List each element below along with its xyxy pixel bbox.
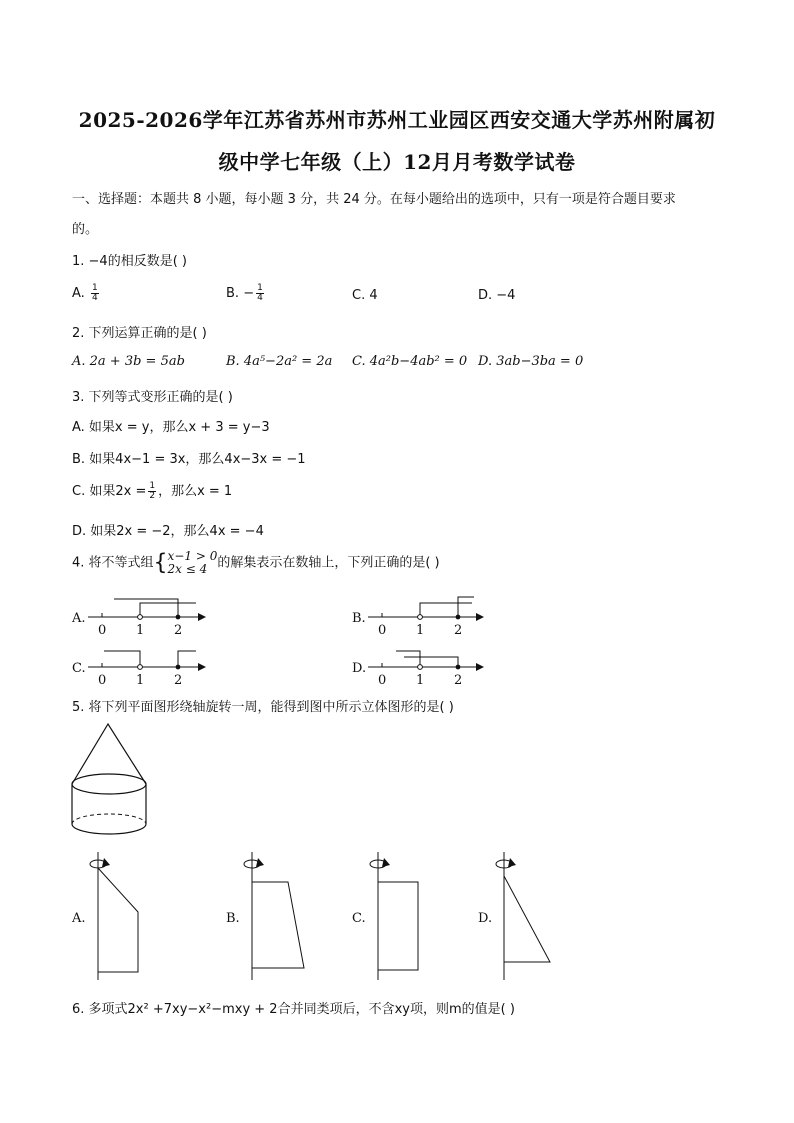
q1-option-d[interactable]: D. −4	[478, 288, 516, 303]
svg-text:0: 0	[98, 623, 107, 638]
svg-text:1: 1	[136, 623, 145, 638]
system-brace: {	[153, 550, 168, 576]
q5-option-a-label: A.	[72, 911, 86, 926]
q3-option-c[interactable]: C. 如果2x = $\frac{1}{2}$ ，那么x = 1	[72, 481, 233, 501]
q1-option-c[interactable]: C. 4	[352, 288, 378, 303]
question-6-stem: 6. 多项式2x² +7xy−x²−mxy + 2合并同类项后，不含xy项，则m的值是( )	[72, 1002, 515, 1017]
q4-option-d-label: D.	[352, 661, 367, 676]
q4-option-b-label: B.	[352, 611, 366, 626]
q2-option-d[interactable]: D. 3ab−3ba = 0	[478, 354, 584, 369]
svg-text:1: 1	[416, 623, 425, 638]
exam-title-line1: 2025-2026学年江苏省苏州市苏州工业园区西安交通大学苏州附属初	[78, 108, 716, 132]
q1-option-a-fraction: $\frac{1}{4}$	[91, 283, 98, 303]
inequality-system: x−1 > 0 2x ≤ 4	[167, 549, 218, 576]
q4-option-d-numberline[interactable]	[352, 651, 484, 688]
q5-option-d-label: D.	[478, 911, 493, 926]
q1-option-a-label: A.	[72, 286, 85, 301]
exam-title-line2: 级中学七年级（上）12月月考数学试卷	[218, 150, 576, 174]
q4-option-c-numberline[interactable]	[72, 651, 206, 688]
q1-option-a[interactable]	[72, 284, 101, 303]
svg-text:1: 1	[136, 673, 145, 688]
q3-option-b[interactable]: B. 如果4x−1 = 3x，那么4x−3x = −1	[72, 452, 306, 467]
question-2-stem: 2. 下列运算正确的是( )	[72, 326, 207, 341]
q5-option-b-shape[interactable]	[226, 852, 304, 980]
q5-option-c-shape[interactable]	[352, 852, 418, 980]
q2-option-a[interactable]: A. 2a + 3b = 5ab	[72, 354, 185, 369]
q5-option-d-shape[interactable]	[478, 852, 550, 980]
q2-option-c[interactable]: C. 4a²b−4ab² = 0	[352, 354, 468, 369]
svg-text:2: 2	[454, 623, 463, 638]
section-instructions: 一、选择题：本题共 8 小题，每小题 3 分，共 24 分。在每小题给出的选项中，只有一项是符合题目要求	[72, 192, 676, 207]
svg-text:0: 0	[378, 623, 387, 638]
question-4-stem: 4. 将不等式组{ x−1 > 0 2x ≤ 4 的解集表示在数轴上，下列正确的是( )	[72, 549, 440, 576]
q1-option-b[interactable]: B. − $\frac{1}{4}$	[226, 283, 263, 303]
svg-text:2: 2	[174, 623, 183, 638]
question-1-stem: 1. −4的相反数是( )	[72, 254, 187, 269]
question-3-stem: 3. 下列等式变形正确的是( )	[72, 390, 233, 405]
svg-text:1: 1	[416, 673, 425, 688]
question-5-stem: 5. 将下列平面图形绕轴旋转一周，能得到图中所示立体图形的是( )	[72, 700, 454, 715]
cone-on-cylinder-figure	[66, 718, 216, 848]
q2-option-b[interactable]: B. 4a⁵−2a² = 2a	[226, 354, 333, 369]
q5-option-a-shape[interactable]	[71, 852, 138, 980]
q3-option-c-fraction: $\frac{1}{2}$	[149, 481, 156, 501]
section-instructions-cont: 的。	[72, 222, 99, 237]
svg-text:2: 2	[454, 673, 463, 688]
q1-option-b-fraction: $\frac{1}{4}$	[257, 283, 263, 303]
q1-option-b-label: B.	[226, 286, 240, 301]
q4-option-c-label: C.	[72, 661, 86, 676]
q4-option-a-numberline[interactable]	[71, 599, 206, 638]
svg-text:2: 2	[174, 673, 183, 688]
svg-text:0: 0	[98, 673, 107, 688]
q4-option-b-numberline[interactable]	[352, 597, 484, 638]
q4-number-lines	[0, 590, 794, 700]
q4-option-a-label: A.	[72, 611, 86, 626]
q5-option-b-label: B.	[226, 911, 240, 926]
q5-option-c-label: C.	[352, 911, 366, 926]
svg-text:0: 0	[378, 673, 387, 688]
q5-rotation-options	[0, 848, 794, 988]
q3-option-a[interactable]: A. 如果x = y，那么x + 3 = y−3	[72, 420, 270, 435]
q3-option-d[interactable]: D. 如果2x = −2，那么4x = −4	[72, 524, 264, 539]
